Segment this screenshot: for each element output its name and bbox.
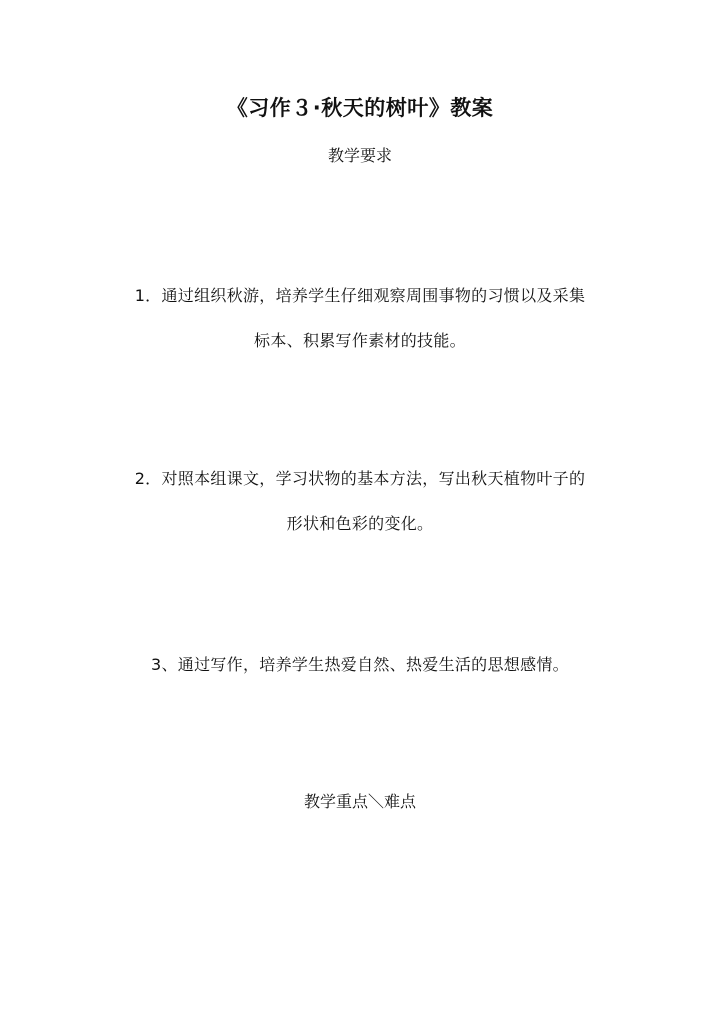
page-title: 《习作３·秋天的树叶》教案 bbox=[226, 96, 494, 120]
section-heading-requirements: 教学要求 bbox=[327, 146, 392, 165]
requirement-1-line-2: 标本、积累写作素材的技能。 bbox=[254, 331, 466, 350]
section-heading-key-points: 教学重点＼难点 bbox=[303, 792, 416, 811]
requirement-1-line-1: 1．通过组织秋游，培养学生仔细观察周围事物的习惯以及采集 bbox=[134, 286, 586, 305]
requirement-2-line-1: 2．对照本组课文，学习状物的基本方法，写出秋天植物叶子的 bbox=[134, 469, 586, 488]
requirement-2-line-2: 形状和色彩的变化。 bbox=[286, 514, 434, 533]
requirement-3-line-1: 3、通过写作，培养学生热爱自然、热爱生活的思想感情。 bbox=[151, 655, 569, 674]
